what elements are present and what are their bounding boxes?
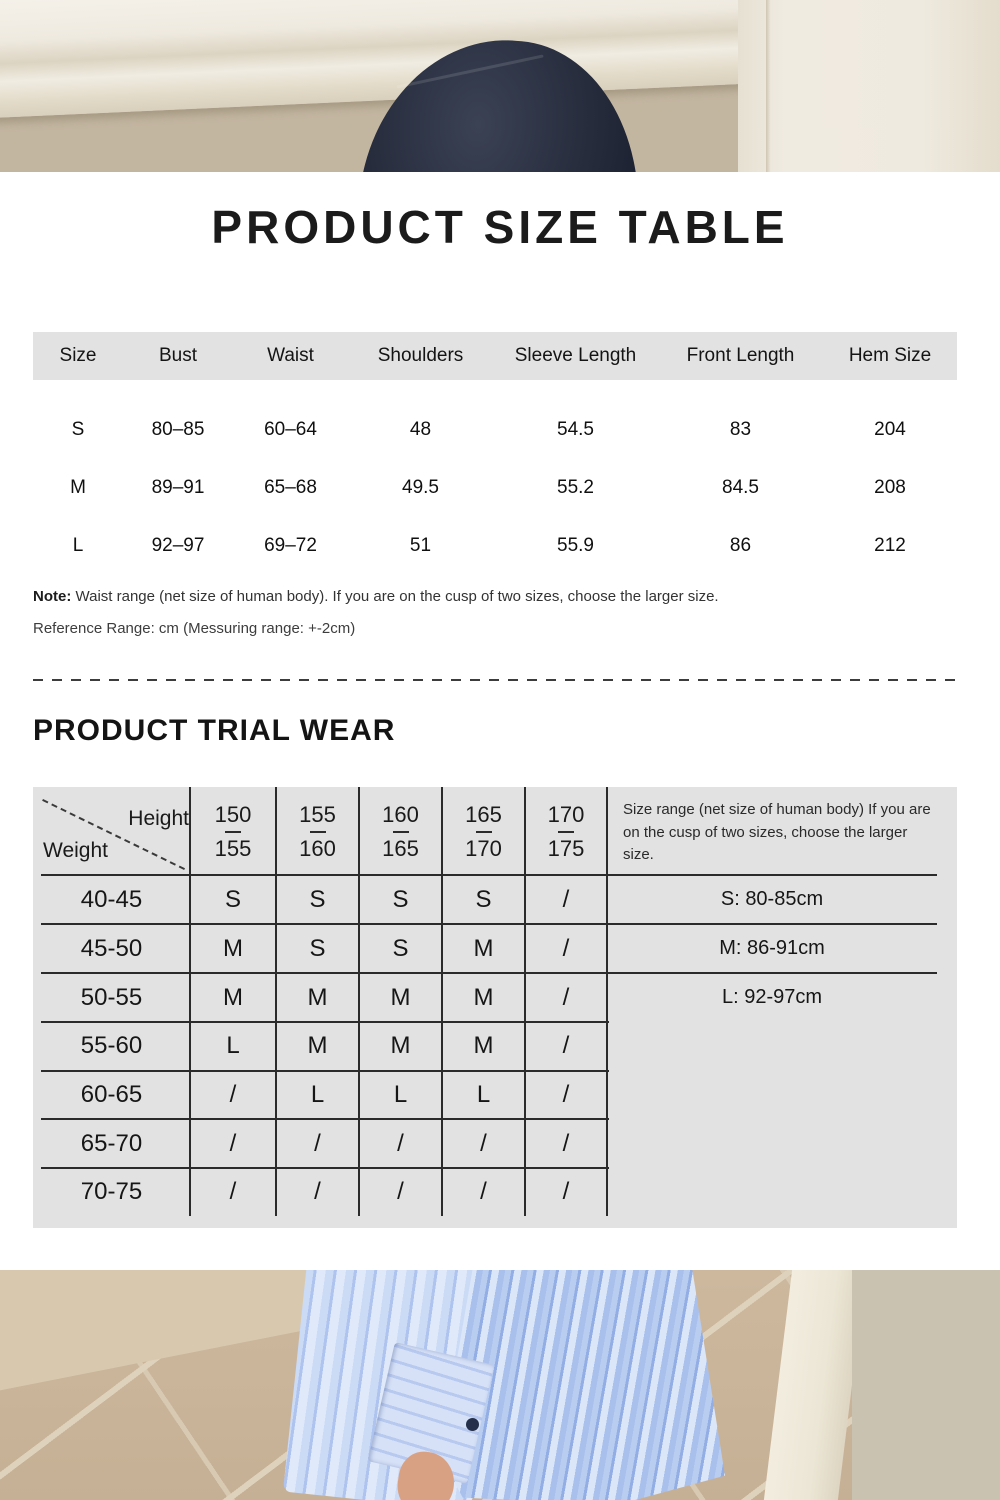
reference-note: Reference Range: cm (Messuring range: +-2cm) [33, 620, 356, 637]
trial-cell: / [229, 1080, 237, 1108]
size-row-s [33, 401, 957, 459]
size-range-m: M: 86-91cm [719, 937, 825, 959]
column-header-shoulders: Shoulders [377, 345, 464, 366]
range-dash [310, 831, 326, 833]
size-table-body [33, 401, 957, 575]
size-cell: 49.5 [402, 477, 439, 498]
empty-cell [607, 1070, 937, 1119]
note-text [33, 588, 719, 605]
note-body: Waist range (net size of human body). If you are on the cusp of two sizes, choose the larger size. [71, 588, 719, 605]
trial-row [33, 1021, 957, 1070]
trial-cell: S [224, 885, 241, 913]
height-axis-label: Height [128, 807, 189, 830]
height-range-column [359, 794, 442, 870]
range-dash [225, 831, 241, 833]
right-wall [852, 1270, 1000, 1500]
size-cell: M [70, 477, 86, 498]
trial-cell: / [562, 1129, 570, 1157]
trial-cell: / [314, 1129, 321, 1157]
trial-cell: / [229, 1177, 237, 1205]
trial-cell: L [310, 1080, 325, 1108]
trial-cell: / [480, 1177, 487, 1205]
trial-cell: / [397, 1177, 404, 1205]
size-table-header [33, 332, 957, 380]
size-cell: 84.5 [722, 477, 759, 498]
height-range-bottom: 165 [382, 836, 419, 861]
trial-cell: S [475, 885, 492, 913]
size-range-l: L: 92-97cm [721, 986, 823, 1008]
size-cell: 208 [874, 477, 906, 498]
trial-cell: L [393, 1080, 408, 1108]
door-frame-edge [766, 0, 771, 172]
size-cell: 51 [409, 535, 432, 556]
empty-cell [607, 1119, 937, 1168]
trial-row [33, 1119, 957, 1168]
size-cell: 204 [874, 419, 906, 440]
size-cell: 55.9 [557, 535, 594, 556]
weight-range-label: 55-60 [80, 1031, 143, 1059]
trial-wear-table [33, 787, 957, 1228]
trial-cell: / [562, 1080, 570, 1108]
size-cell: 83 [729, 419, 752, 440]
size-cell: 80–85 [151, 419, 205, 440]
column-header-size: Size [59, 345, 97, 366]
trial-cell: / [314, 1177, 321, 1205]
size-cell: 69–72 [264, 535, 317, 556]
trial-cell: M [223, 934, 243, 962]
height-range-bottom: 170 [465, 836, 502, 861]
range-dash [558, 831, 574, 833]
height-range-top: 150 [214, 802, 252, 827]
trial-cell: M [307, 983, 328, 1011]
height-range-top: 160 [382, 802, 419, 827]
column-header-hem-size: Hem Size [848, 345, 932, 366]
trial-row [33, 875, 957, 924]
column-header-waist: Waist [267, 345, 314, 366]
trial-cell: / [480, 1129, 487, 1157]
trial-cell: / [562, 983, 570, 1011]
trial-row [33, 973, 957, 1022]
weight-range-label: 50-55 [80, 983, 143, 1011]
size-row-l [33, 517, 957, 575]
size-cell: 212 [874, 535, 906, 556]
trial-cell: M [390, 1031, 411, 1059]
trial-row [33, 1070, 957, 1119]
weight-range-label: 60-65 [80, 1080, 143, 1108]
trial-cell: S [392, 885, 409, 913]
trial-cell: / [562, 885, 570, 913]
weight-axis-label: Weight [43, 839, 108, 862]
size-range-s: S: 80-85cm [720, 888, 824, 910]
column-header-bust: Bust [158, 345, 198, 366]
weight-range-label: 65-70 [80, 1129, 143, 1157]
trial-cell: / [229, 1129, 237, 1157]
empty-cell [607, 1021, 937, 1070]
size-range-note: Size range (net size of human body) If you are on the cusp of two sizes, choose the larger size. [623, 801, 931, 863]
trial-cell: S [309, 934, 326, 962]
size-cell: 60–64 [264, 419, 317, 440]
column-header-front-length: Front Length [686, 345, 795, 366]
size-cell: 48 [409, 419, 432, 440]
size-cell: S [71, 419, 85, 440]
height-range-top: 165 [465, 802, 502, 827]
trial-row [33, 1167, 957, 1216]
trial-cell: L [476, 1080, 491, 1108]
page-title: PRODUCT SIZE TABLE [211, 201, 789, 253]
trial-cell: M [223, 983, 243, 1011]
height-range-column [276, 794, 359, 870]
empty-cell [607, 1167, 937, 1216]
size-cell: 55.2 [557, 477, 594, 498]
trial-cell: / [397, 1129, 404, 1157]
trial-cell: M [473, 983, 494, 1011]
trial-row [33, 924, 957, 973]
height-range-column [442, 794, 525, 870]
column-header-sleeve-length: Sleeve Length [514, 345, 637, 366]
trial-cell: S [309, 885, 326, 913]
weight-range-label: 40-45 [80, 885, 143, 913]
size-cell: 65–68 [264, 477, 317, 498]
bottom-photo [0, 1270, 1000, 1500]
height-range-column [525, 794, 607, 870]
weight-range-label: 45-50 [80, 934, 143, 962]
trial-cell: M [473, 1031, 494, 1059]
size-cell: 89–91 [151, 477, 205, 498]
size-cell: 54.5 [557, 419, 594, 440]
height-range-bottom: 160 [299, 836, 336, 861]
height-range-bottom: 155 [214, 836, 252, 861]
trial-cell: L [226, 1031, 240, 1059]
trial-cell: / [562, 934, 570, 962]
size-row-m [33, 459, 957, 517]
cuff-button [466, 1418, 479, 1431]
top-photo [0, 0, 1000, 172]
trial-cell: / [562, 1177, 570, 1205]
height-range-top: 155 [299, 802, 336, 827]
height-range-column [190, 794, 276, 870]
note-label: Note: [33, 588, 72, 605]
trial-wear-title: PRODUCT TRIAL WEAR [33, 714, 396, 747]
size-cell: 92–97 [151, 535, 205, 556]
trial-cell: M [390, 983, 411, 1011]
range-dash [476, 831, 492, 833]
height-range-top: 170 [547, 802, 585, 827]
height-range-bottom: 175 [547, 836, 585, 861]
size-cell: 86 [729, 535, 752, 556]
range-dash [393, 831, 409, 833]
size-cell: L [72, 535, 84, 556]
trial-cell: M [473, 934, 494, 962]
trial-cell: S [392, 934, 409, 962]
trial-cell: / [562, 1031, 570, 1059]
dashed-divider [33, 679, 957, 681]
weight-range-label: 70-75 [80, 1177, 143, 1205]
door-frame [738, 0, 1000, 172]
trial-cell: M [307, 1031, 328, 1059]
